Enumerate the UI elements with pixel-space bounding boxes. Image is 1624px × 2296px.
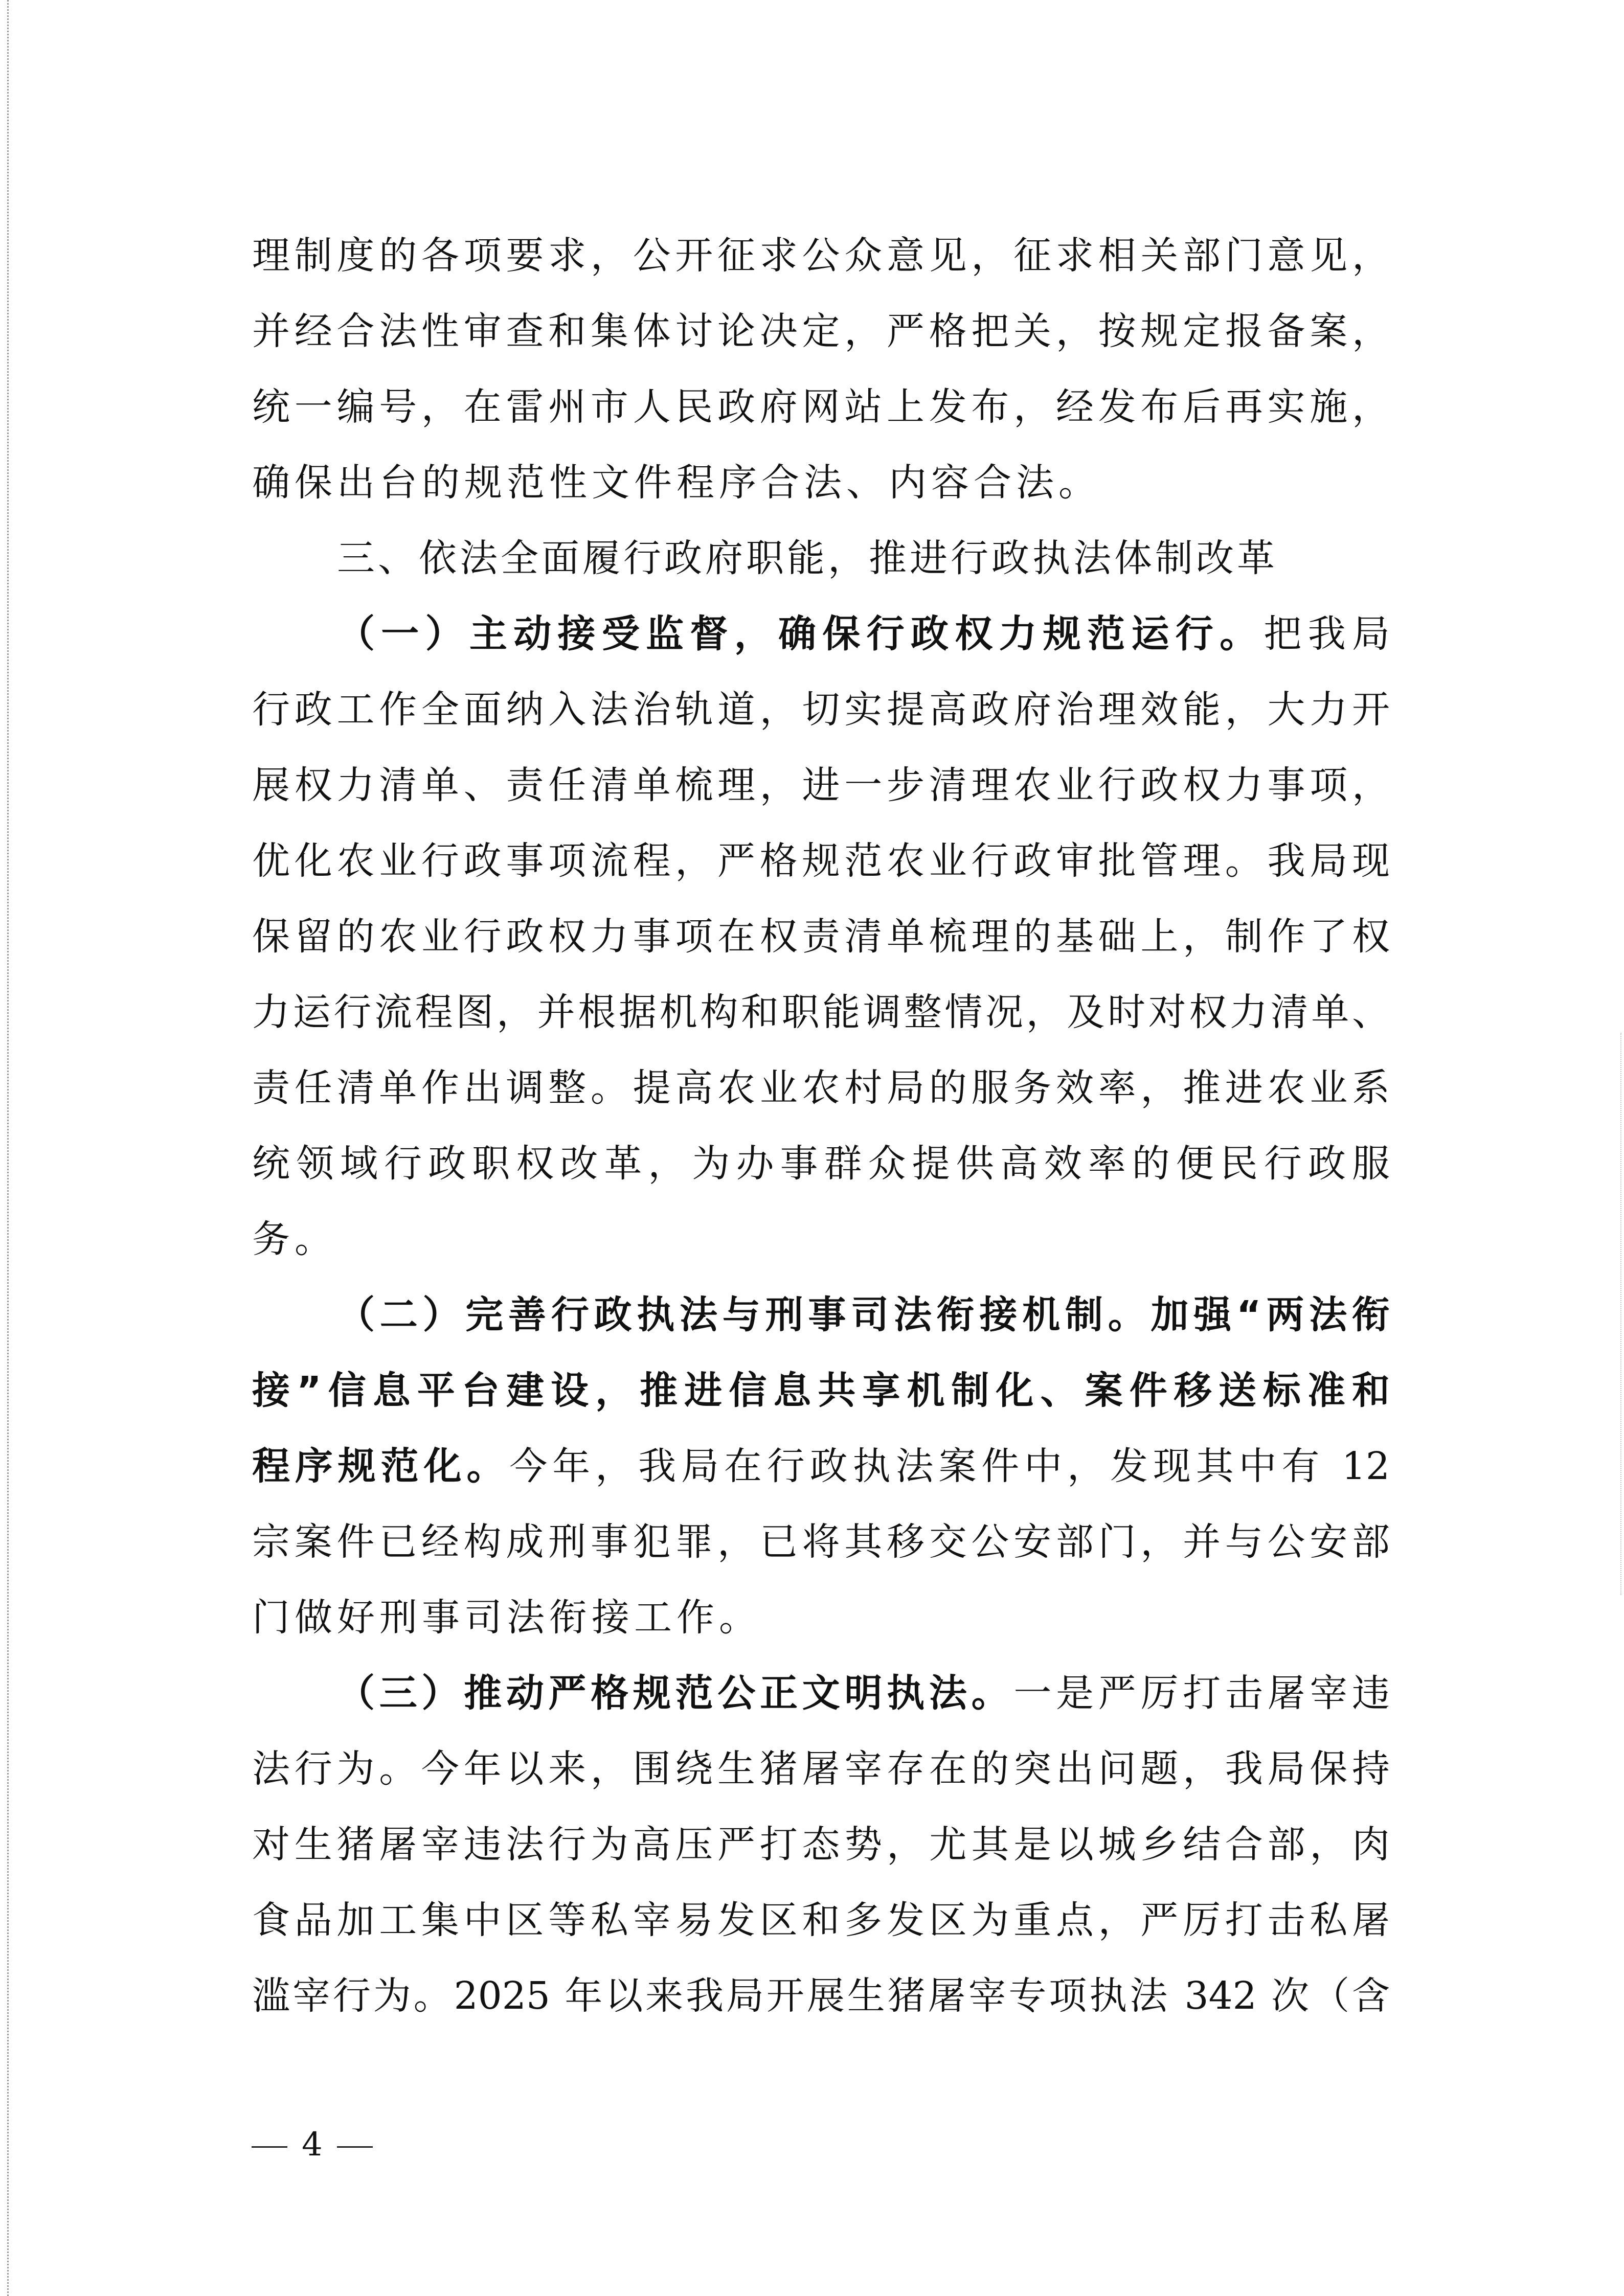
item-1-first-line	[337, 608, 1390, 660]
body-line: 并经合法性审查和集体讨论决定，严格把关，按规定报备案，	[252, 309, 1390, 353]
body-line: 法行为。今年以来，围绕生猪屠宰存在的突出问题，我局保持	[252, 1747, 1390, 1791]
item-2-mixed-line	[252, 1441, 1390, 1492]
body-line: 统领域行政职权改革，为办事群众提供高效率的便民行政服	[252, 1142, 1390, 1186]
item-2-bold-line: （二）完善行政执法与刑事司法衔接机制。加强“两法衔	[337, 1293, 1390, 1337]
item-3-first-line	[337, 1668, 1390, 1719]
body-line: 理制度的各项要求，公开征求公众意见，征求相关部门意见，	[252, 234, 1390, 278]
body-line: 门做好刑事司法衔接工作。	[252, 1596, 761, 1640]
item-2-text: 今年，我局在行政执法案件中，发现其中有 12	[509, 1444, 1390, 1488]
section-heading: 三、依法全面履行政府职能，推进行政执法体制改革	[337, 536, 1278, 580]
body-line: 行政工作全面纳入法治轨道，切实提高政府治理效能，大力开	[252, 688, 1390, 732]
page-number: 4	[302, 2126, 323, 2164]
body-line: 力运行流程图，并根据机构和职能调整情况，及时对权力清单、	[252, 990, 1390, 1034]
body-line: 统一编号，在雷州市人民政府网站上发布，经发布后再实施，	[252, 385, 1390, 429]
item-3-text: 一是严厉打击屠宰违	[1013, 1671, 1390, 1715]
item-1-text: 把我局	[1264, 612, 1390, 656]
body-line: 食品加工集中区等私宰易发区和多发区为重点，严厉打击私屠	[252, 1898, 1390, 1942]
em-dash-right	[337, 2146, 373, 2148]
body-line: 保留的农业行政权力事项在权责清单梳理的基础上，制作了权	[252, 915, 1390, 959]
body-line: 对生猪屠宰违法行为高压严打态势，尤其是以城乡结合部，肉	[252, 1823, 1390, 1867]
body-line: 优化农业行政事项流程，严格规范农业行政审批管理。我局现	[252, 839, 1390, 883]
em-dash-left	[252, 2146, 287, 2148]
item-1-bold-lead: （一）主动接受监督，确保行政权力规范运行。	[337, 612, 1264, 656]
body-line: 滥宰行为。2025 年以来我局开展生猪屠宰专项执法 342 次（含	[252, 1974, 1390, 2018]
item-2-bold-line: 接”信息平台建设，推进信息共享机制化、案件移送标准和	[252, 1369, 1390, 1413]
item-2-bold-tail: 程序规范化。	[252, 1444, 510, 1488]
body-line: 展权力清单、责任清单梳理，进一步清理农业行政权力事项，	[252, 763, 1390, 807]
body-line: 宗案件已经构成刑事犯罪，已将其移交公安部门，并与公安部	[252, 1520, 1390, 1564]
body-line: 务。	[252, 1217, 337, 1261]
page-number-footer	[252, 2127, 387, 2163]
body-line: 确保出台的规范性文件程序合法、内容合法。	[252, 461, 1101, 505]
item-3-bold-lead: （三）推动严格规范公正文明执法。	[337, 1671, 1014, 1715]
body-line: 责任清单作出调整。提高农业农村局的服务效率，推进农业系	[252, 1066, 1390, 1110]
